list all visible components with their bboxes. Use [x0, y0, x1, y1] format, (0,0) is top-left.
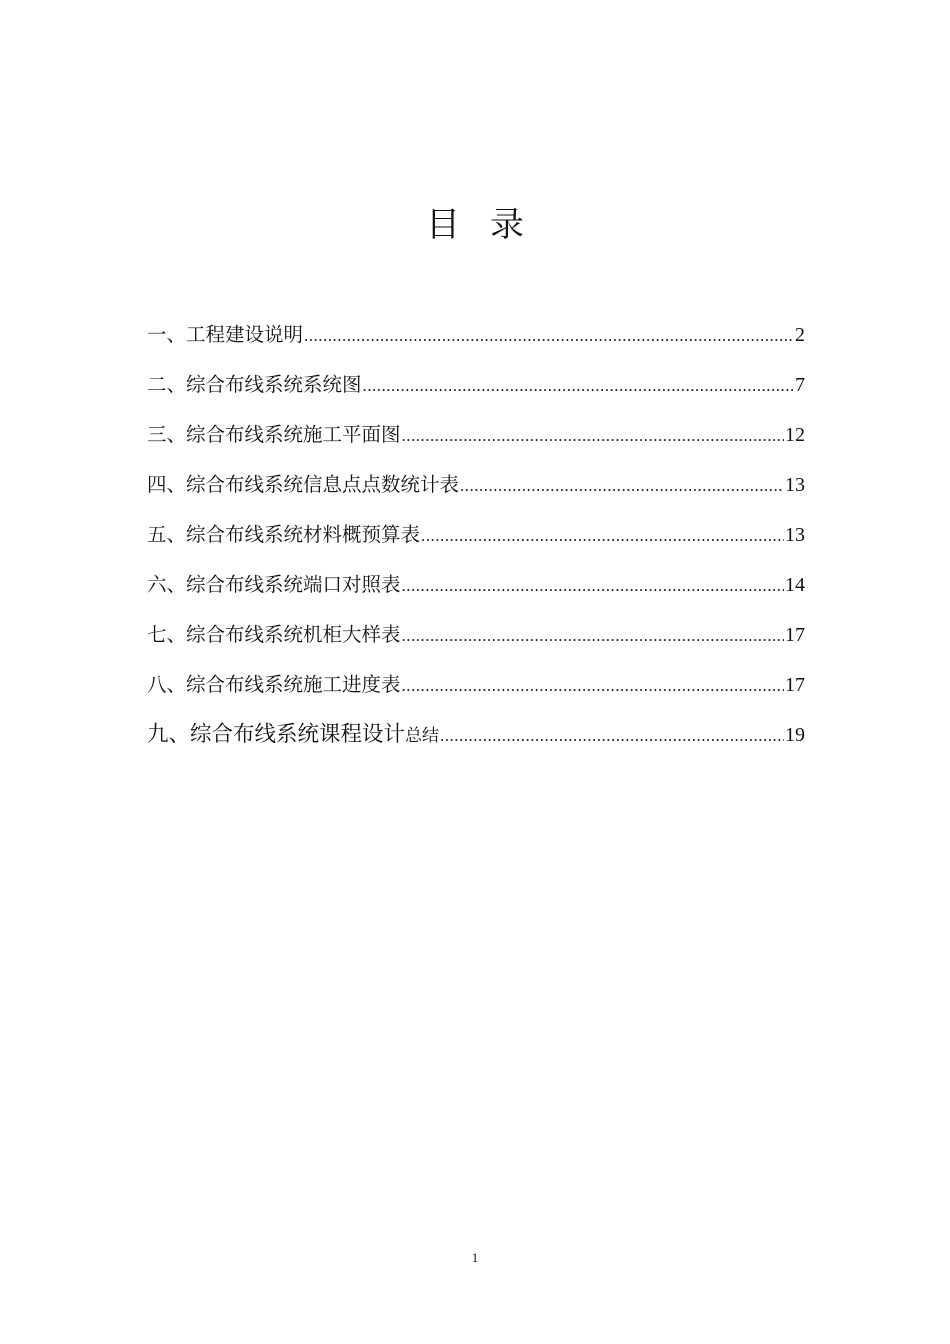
toc-entry[interactable] — [147, 420, 805, 470]
dot-leader — [421, 521, 784, 551]
toc-entry-label-suffix: 总结 — [405, 726, 440, 746]
toc-entry[interactable] — [147, 370, 805, 420]
toc-entry[interactable] — [147, 520, 805, 570]
toc-entry-label: 六、综合布线系统端口对照表 — [147, 573, 401, 596]
toc-entry[interactable] — [147, 470, 805, 520]
toc-entry-page-number: 17 — [785, 674, 805, 696]
toc-entry-label: 七、综合布线系统机柜大样表 — [147, 623, 401, 646]
page-number: 1 — [471, 1250, 479, 1265]
toc-entry-page-number: 7 — [795, 374, 805, 396]
toc-title: 目录 — [426, 205, 554, 245]
toc-entry-page-number: 17 — [785, 624, 805, 646]
dot-leader — [440, 721, 784, 751]
toc-entry[interactable] — [147, 320, 805, 370]
toc-entry-label: 九、综合布线系统课程设计 — [147, 722, 406, 747]
toc-entry-page-number: 2 — [795, 324, 805, 346]
toc-entry-page-number: 13 — [785, 474, 805, 496]
dot-leader — [402, 421, 784, 451]
table-of-contents — [147, 320, 805, 770]
dot-leader — [402, 571, 784, 601]
toc-entry-page-number: 12 — [785, 424, 805, 446]
toc-entry-label: 五、综合布线系统材料概预算表 — [147, 523, 421, 546]
dot-leader — [460, 471, 784, 501]
dot-leader — [402, 671, 784, 701]
toc-entry-label: 八、综合布线系统施工进度表 — [147, 673, 401, 696]
toc-entry-page-number: 14 — [785, 574, 805, 596]
toc-entry-page-number: 13 — [785, 524, 805, 546]
toc-entry[interactable] — [147, 620, 805, 670]
toc-entry-label: 四、综合布线系统信息点点数统计表 — [147, 473, 460, 496]
dot-leader — [402, 621, 784, 651]
dot-leader — [304, 321, 794, 351]
toc-entry-label: 一、工程建设说明 — [147, 323, 304, 346]
toc-entry-label: 二、综合布线系统系统图 — [147, 373, 362, 396]
toc-entry[interactable] — [147, 670, 805, 720]
toc-entry[interactable] — [147, 570, 805, 620]
toc-entry-page-number: 19 — [785, 724, 805, 746]
toc-entry[interactable] — [147, 720, 805, 770]
dot-leader — [363, 371, 794, 401]
toc-entry-label: 三、综合布线系统施工平面图 — [147, 423, 401, 446]
